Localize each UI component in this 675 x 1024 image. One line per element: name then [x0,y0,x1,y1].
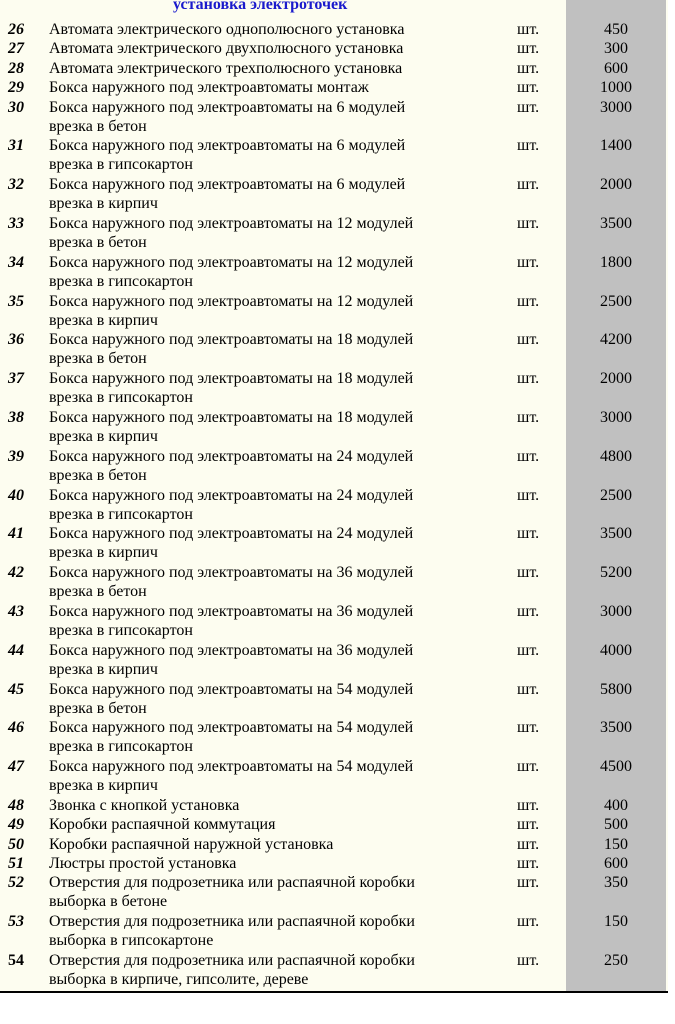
item-number: 28 [8,59,24,77]
item-description: Бокса наружного под электроавтоматы на 24 модулей врезка в кирпич [49,525,414,562]
item-unit: шт. [517,59,540,77]
item-unit: шт. [517,952,540,970]
table-row [0,39,668,58]
table-row [0,912,668,951]
table-row [0,757,668,796]
table-row [0,408,668,447]
item-number: 38 [8,408,24,426]
table-row [0,641,668,680]
table-row [0,214,668,253]
item-description: Коробки распаячной коммутация [49,816,276,834]
item-price: 300 [604,40,628,58]
item-price: 4000 [600,641,632,659]
item-unit: шт. [517,408,540,426]
item-number: 53 [8,913,24,931]
item-description: Отверстия для подрозетника или распаячной коробки выборка в гипсокартоне [49,913,415,950]
item-description: Звонка с кнопкой установка [49,796,240,814]
item-unit: шт. [517,525,540,543]
item-number: 42 [8,564,24,582]
table-row [0,563,668,602]
item-price: 250 [604,952,628,970]
item-unit: шт. [517,214,540,232]
table-row [0,680,668,719]
table-row [0,78,668,97]
item-number: 32 [8,176,24,194]
price-table [0,20,668,990]
item-number: 36 [8,331,24,349]
table-row [0,815,668,834]
table-row [0,136,668,175]
item-description: Люстры простой установка [49,855,237,873]
item-unit: шт. [517,816,540,834]
item-unit: шт. [517,719,540,737]
item-unit: шт. [517,370,540,388]
item-price: 3000 [600,408,632,426]
item-unit: шт. [517,602,540,620]
table-row [0,951,668,990]
item-price: 150 [604,913,628,931]
table-row [0,486,668,525]
item-number: 29 [8,79,24,97]
table-row [0,524,668,563]
item-description: Автомата электрического трехполюсного установка [49,59,403,77]
item-price: 150 [604,835,628,853]
table-row [0,59,668,78]
item-unit: шт. [517,447,540,465]
item-unit: шт. [517,98,540,116]
item-number: 46 [8,719,24,737]
item-unit: шт. [517,680,540,698]
item-unit: шт. [517,835,540,853]
item-unit: шт. [517,564,540,582]
item-price: 5800 [600,680,632,698]
item-unit: шт. [517,796,540,814]
item-price: 5200 [600,564,632,582]
item-description: Автомата электрического двухполюсного установка [49,40,404,58]
item-price: 2500 [600,486,632,504]
item-price: 4800 [600,447,632,465]
item-price: 600 [604,59,628,77]
item-price: 3500 [600,719,632,737]
table-row [0,873,668,912]
table-row [0,447,668,486]
item-price: 2000 [600,370,632,388]
table-row [0,253,668,292]
item-description: Отверстия для подрозетника или распаячной коробки выборка в кирпиче, гипсолите, дереве [49,952,415,989]
item-description: Бокса наружного под электроавтоматы на 18 модулей врезка в гипсокартон [49,370,414,407]
item-number: 37 [8,370,24,388]
item-price: 450 [604,21,628,38]
item-number: 35 [8,292,24,310]
table-row [0,835,668,854]
item-number: 51 [8,855,24,873]
item-description: Коробки распаячной наружной установка [49,835,334,853]
item-unit: шт. [517,253,540,271]
item-description: Бокса наружного под электроавтоматы монтаж [49,79,369,97]
table-row [0,796,668,815]
item-number: 52 [8,874,24,892]
item-price: 3000 [600,98,632,116]
item-unit: шт. [517,79,540,97]
item-number: 49 [8,816,24,834]
table-row [0,175,668,214]
item-description: Бокса наружного под электроавтоматы на 36 модулей врезка в бетон [49,564,414,601]
item-description: Бокса наружного под электроавтоматы на 6 модулей врезка в бетон [49,98,406,135]
table-row [0,330,668,369]
item-number: 50 [8,835,24,853]
item-price: 1800 [600,253,632,271]
table-row [0,98,668,137]
item-number: 27 [8,40,24,58]
item-price: 2500 [600,292,632,310]
item-number: 26 [8,21,24,38]
item-number: 33 [8,214,24,232]
item-number: 45 [8,680,24,698]
item-price: 4500 [600,758,632,776]
item-description: Бокса наружного под электроавтоматы на 24 модулей врезка в бетон [49,447,414,484]
table-row [0,718,668,757]
item-price: 2000 [600,176,632,194]
item-unit: шт. [517,913,540,931]
item-description: Бокса наружного под электроавтоматы на 54 модулей врезка в бетон [49,680,414,717]
item-description: Бокса наружного под электроавтоматы на 12 модулей врезка в бетон [49,214,414,251]
item-number: 34 [8,253,24,271]
item-unit: шт. [517,40,540,58]
item-price: 4200 [600,331,632,349]
item-description: Бокса наружного под электроавтоматы на 18 модулей врезка в кирпич [49,408,414,445]
item-description: Бокса наружного под электроавтоматы на 6 модулей врезка в кирпич [49,176,406,213]
item-price: 3500 [600,214,632,232]
table-row [0,292,668,331]
item-price: 400 [604,796,628,814]
table-row [0,854,668,873]
item-price: 3500 [600,525,632,543]
item-description: Бокса наружного под электроавтоматы на 54 модулей врезка в гипсокартон [49,719,414,756]
item-number: 43 [8,602,24,620]
item-unit: шт. [517,176,540,194]
item-number: 44 [8,641,24,659]
item-price: 600 [604,855,628,873]
item-description: Бокса наружного под электроавтоматы на 18 модулей врезка в бетон [49,331,414,368]
item-number: 47 [8,758,24,776]
item-description: Бокса наружного под электроавтоматы на 12 модулей врезка в гипсокартон [49,253,414,290]
item-description: Отверстия для подрозетника или распаячной коробки выборка в бетоне [49,874,415,911]
item-unit: шт. [517,758,540,776]
item-number: 39 [8,447,24,465]
item-price: 350 [604,874,628,892]
item-unit: шт. [517,486,540,504]
item-description: Бокса наружного под электроавтоматы на 12 модулей врезка в кирпич [49,292,414,329]
item-price: 1400 [600,137,632,155]
item-description: Бокса наружного под электроавтоматы на 36 модулей врезка в кирпич [49,641,414,678]
table-row [0,602,668,641]
item-number: 30 [8,98,24,116]
item-unit: шт. [517,21,540,38]
item-unit: шт. [517,137,540,155]
item-number: 48 [8,796,24,814]
item-description: Бокса наружного под электроавтоматы на 24 модулей врезка в гипсокартон [49,486,414,523]
item-unit: шт. [517,874,540,892]
table-row [0,369,668,408]
table-row [0,20,668,39]
item-description: Бокса наружного под электроавтоматы на 54 модулей врезка в кирпич [49,758,414,795]
item-number: 40 [8,486,24,504]
item-unit: шт. [517,855,540,873]
item-number: 31 [8,137,24,155]
section-title: установка электроточек [173,0,348,13]
item-description: Автомата электрического однополюсного установка [49,21,405,38]
item-price: 3000 [600,602,632,620]
item-description: Бокса наружного под электроавтоматы на 6 модулей врезка в гипсокартон [49,137,406,174]
item-unit: шт. [517,641,540,659]
item-description: Бокса наружного под электроавтоматы на 36 модулей врезка в гипсокартон [49,602,414,639]
item-price: 500 [604,816,628,834]
item-price: 1000 [600,79,632,97]
item-unit: шт. [517,331,540,349]
item-number: 41 [8,525,24,543]
item-number: 54 [8,952,24,970]
item-unit: шт. [517,292,540,310]
